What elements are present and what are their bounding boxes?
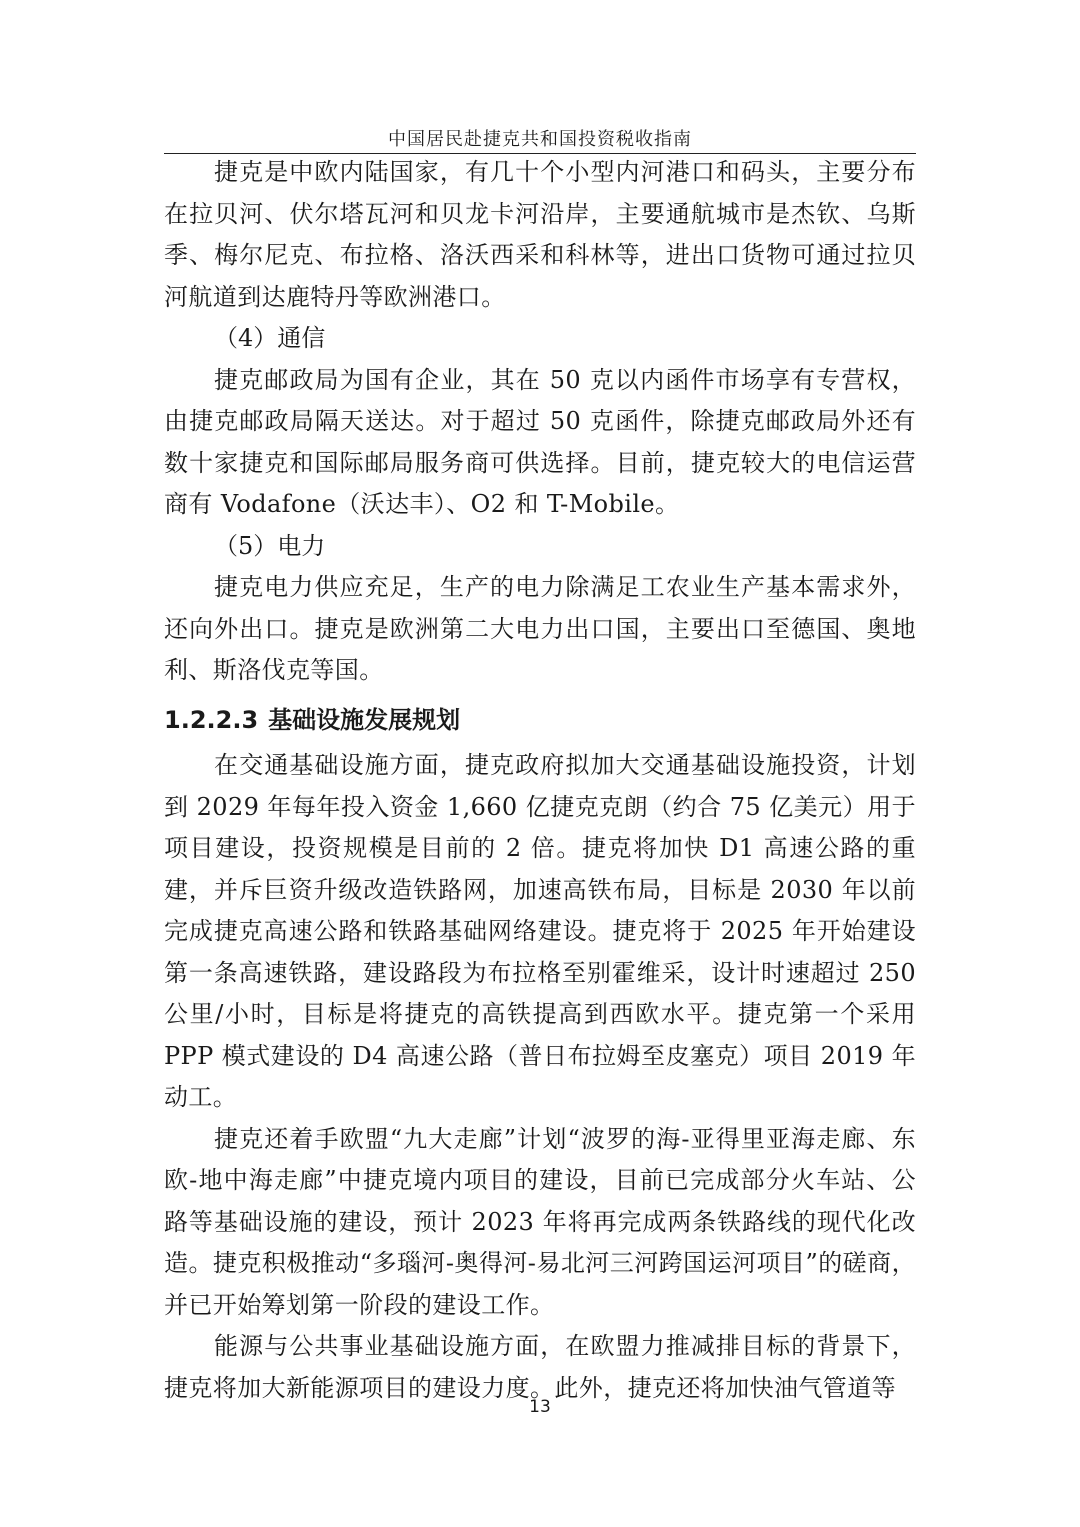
paragraph-ports: 捷克是中欧内陆国家，有几十个小型内河港口和码头，主要分布在拉贝河、伏尔塔瓦河和贝龙卡河沿岸，主要通航城市是杰钦、乌斯季、梅尔尼克、布拉格、洛沃西采和科林等，进出口货物可通过拉贝河航道到达鹿特丹等欧洲港口。: [164, 158, 916, 311]
paragraph-energy: 能源与公共事业基础设施方面，在欧盟力推减排目标的背景下，捷克将加大新能源项目的建设力度。此外，捷克还将加快油气管道等: [164, 1332, 916, 1402]
page-number: 13: [529, 1397, 551, 1417]
paragraph-electricity: 捷克电力供应充足，生产的电力除满足工农业生产基本需求外，还向外出口。捷克是欧洲第二大电力出口国，主要出口至德国、奥地利、斯洛伐克等国。: [164, 573, 916, 684]
subheading-communications: （4）通信: [214, 324, 326, 352]
subheading-electricity: （5）电力: [214, 531, 326, 560]
running-header: 中国居民赴捷克共和国投资税收指南: [388, 129, 692, 150]
section-title: 基础设施发展规划: [268, 705, 461, 734]
paragraph-eu-corridors: 捷克还着手欧盟“九大走廊”计划“波罗的海-亚得里亚海走廊、东欧-地中海走廊”中捷克境内项目的建设，目前已完成部分火车站、公路等基础设施的建设，预计 2023 年将再完成两条铁路线的现代化改造。捷克积极推动“多瑙河-奥得河-易北河三河跨国运河项目”的磋商，并已开始筹划第一阶段的建设工作。: [164, 1124, 916, 1319]
paragraph-communications: 捷克邮政局为国有企业，其在 50 克以内函件市场享有专营权，由捷克邮政局隔天送达。对于超过 50 克函件，除捷克邮政局外还有数十家捷克和国际邮局服务商可供选择。目前，捷克较大的电信运营商有 Vodafone（沃达丰）、O2 和 T-Mobile。: [164, 365, 916, 518]
section-number: 1.2.2.3: [164, 705, 259, 734]
page-body: [164, 152, 916, 1409]
paragraph-transport-plan: 在交通基础设施方面，捷克政府拟加大交通基础设施投资，计划到 2029 年每年投入资金 1,660 亿捷克克朗（约合 75 亿美元）用于项目建设，投资规模是目前的 2 倍。捷克将加快 D1 高速公路的重建，并斥巨资升级改造铁路网，加速高铁布局，目标是 2030 年以前完成捷克高速公路和铁路基础网络建设。捷克将于 2025 年开始建设第一条高速铁路，建设路段为布拉格至别霍维采，设计时速超过 250 公里/小时，目标是将捷克的高铁提高到西欧水平。捷克第一个采用 PPP 模式建设的 D4 高速公路（普日布拉姆至皮塞克）项目 2019 年动工。: [164, 751, 916, 1111]
section-heading: [164, 700, 916, 742]
